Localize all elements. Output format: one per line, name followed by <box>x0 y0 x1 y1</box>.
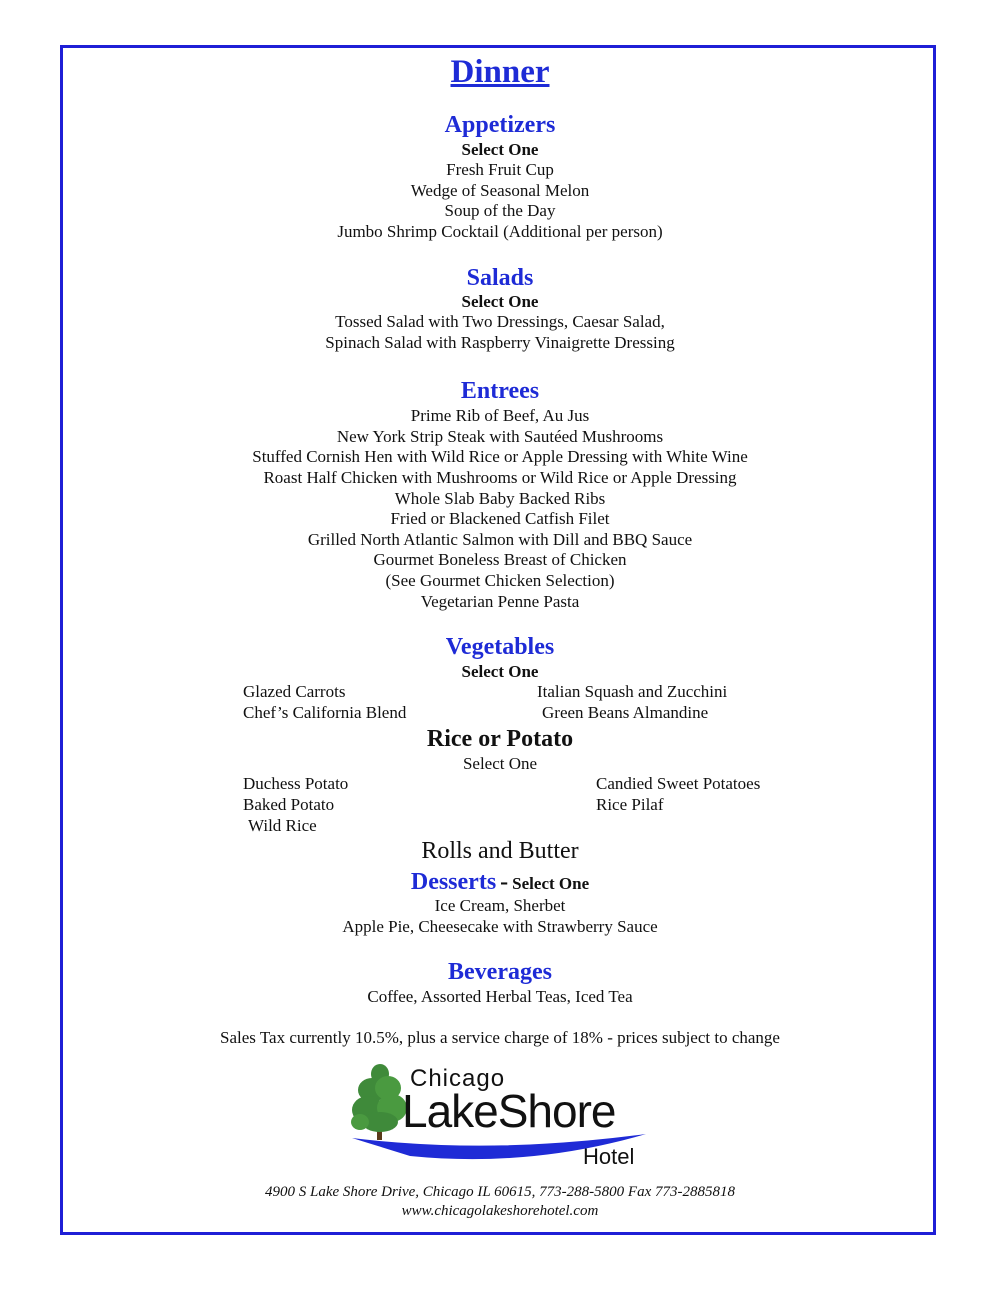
menu-item: Stuffed Cornish Hen with Wild Rice or Apple Dressing with White Wine <box>252 447 748 466</box>
footer-address: 4900 S Lake Shore Drive, Chicago IL 60615, 773-288-5800 Fax 773-2885818 <box>265 1184 735 1200</box>
appetizers-heading: Appetizers <box>444 112 556 138</box>
footer-website: www.chicagolakeshorehotel.com <box>401 1203 599 1219</box>
menu-item: Fresh Fruit Cup <box>446 160 554 179</box>
menu-item: Glazed Carrots <box>243 682 346 701</box>
rice-potato-select-note: Select One <box>462 754 538 773</box>
menu-item: Baked Potato <box>243 795 335 814</box>
menu-item: Green Beans Almandine <box>542 703 709 722</box>
menu-item: Roast Half Chicken with Mushrooms or Wild Rice or Apple Dressing <box>263 468 737 487</box>
rolls-line: Rolls and Butter <box>421 838 579 864</box>
hotel-logo <box>350 1060 650 1170</box>
desserts-dash: - <box>500 869 509 895</box>
menu-item: Gourmet Boneless Breast of Chicken <box>373 550 627 569</box>
menu-item: Grilled North Atlantic Salmon with Dill and BBQ Sauce <box>307 530 693 549</box>
menu-item: Whole Slab Baby Backed Ribs <box>394 489 606 508</box>
salads-select-note: Select One <box>461 292 539 311</box>
menu-item: Fried or Blackened Catfish Filet <box>390 509 610 528</box>
salads-heading: Salads <box>466 265 534 291</box>
vegetables-select-note: Select One <box>461 662 539 681</box>
menu-item: Wedge of Seasonal Melon <box>410 181 590 200</box>
menu-item: (See Gourmet Chicken Selection) <box>385 571 615 590</box>
menu-item: Spinach Salad with Raspberry Vinaigrette Dressing <box>325 333 675 352</box>
menu-item: Chef’s California Blend <box>243 703 407 722</box>
menu-item: Wild Rice <box>248 816 317 835</box>
vegetables-heading: Vegetables <box>445 634 555 660</box>
menu-item: Rice Pilaf <box>596 795 664 814</box>
desserts-heading: Desserts <box>410 869 497 895</box>
menu-item: Coffee, Assorted Herbal Teas, Iced Tea <box>367 987 633 1006</box>
menu-item: Tossed Salad with Two Dressings, Caesar Salad, <box>335 312 665 331</box>
desserts-select-note: Select One <box>512 874 590 893</box>
menu-item: Jumbo Shrimp Cocktail (Additional per person) <box>337 222 663 241</box>
menu-item: Vegetarian Penne Pasta <box>420 592 580 611</box>
menu-item: Prime Rib of Beef, Au Jus <box>410 406 590 425</box>
logo-line-hotel: Hotel <box>583 1144 635 1169</box>
beverages-heading: Beverages <box>448 959 552 985</box>
tax-note: Sales Tax currently 10.5%, plus a service charge of 18% - prices subject to change <box>220 1028 780 1047</box>
logo-line-chicago: Chicago <box>410 1065 506 1092</box>
menu-item: Duchess Potato <box>243 774 349 793</box>
menu-item: New York Strip Steak with Sautéed Mushrooms <box>336 427 664 446</box>
menu-item: Soup of the Day <box>444 201 556 220</box>
menu-item: Candied Sweet Potatoes <box>596 774 761 793</box>
logo-line-lakeshore: LakeShore <box>402 1085 616 1137</box>
appetizers-select-note: Select One <box>461 140 539 159</box>
rice-potato-heading: Rice or Potato <box>426 726 574 752</box>
menu-item: Ice Cream, Sherbet <box>434 896 566 915</box>
entrees-heading: Entrees <box>460 378 540 404</box>
menu-item: Italian Squash and Zucchini <box>537 682 728 701</box>
desserts-heading-line <box>0 868 1000 896</box>
menu-item: Apple Pie, Cheesecake with Strawberry Sauce <box>342 917 658 936</box>
menu-title: Dinner <box>450 54 550 90</box>
